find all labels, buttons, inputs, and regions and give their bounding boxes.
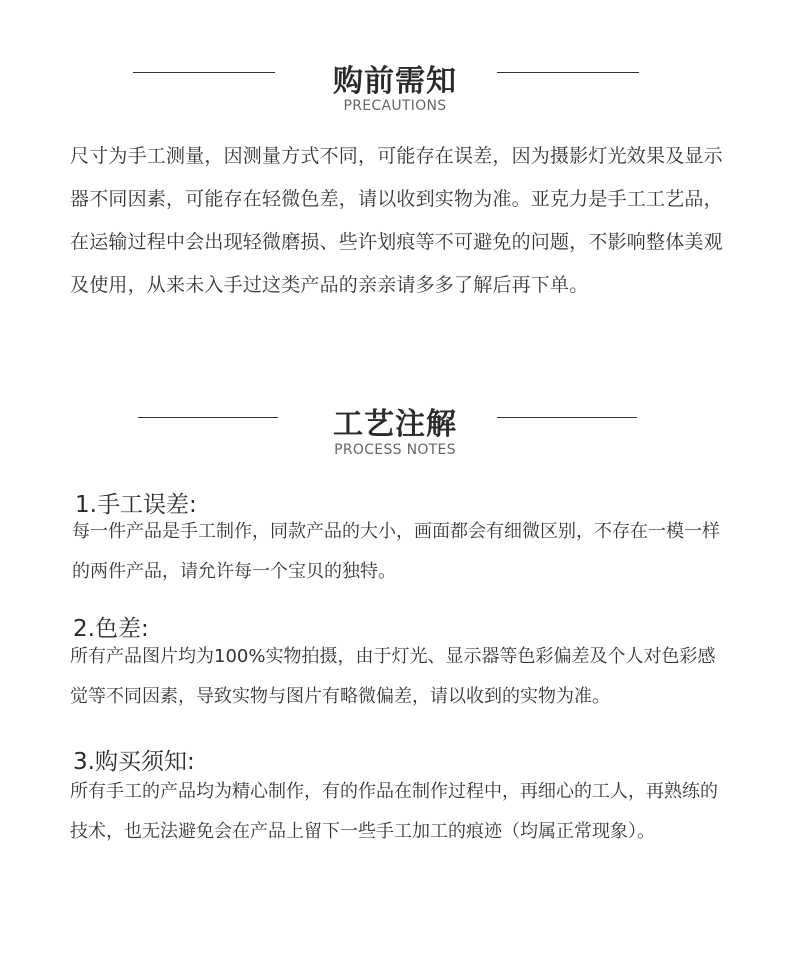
note-heading: 2.色差: xyxy=(73,616,149,642)
note-heading: 1.手工误差: xyxy=(75,492,197,518)
note-body: 每一件产品是手工制作，同款产品的大小，画面都会有细微区别，不存在一模一样的两件产品，请允许每一个宝贝的独特。 xyxy=(72,521,720,582)
note-body: 所有产品图片均为100%实物拍摄，由于灯光、显示器等色彩偏差及个人对色彩感觉等不同因素，导致实物与图片有略微偏差，请以收到的实物为准。 xyxy=(70,646,716,707)
precautions-paragraph: 尺寸为手工测量，因测量方式不同，可能存在误差，因为摄影灯光效果及显示器不同因素，可能存在轻微色差，请以收到实物为准。亚克力是手工工艺品，在运输过程中会出现轻微磨损、些许划痕等不可避免的问题，不影响整体美观及使用，从来未入手过这类产品的亲亲请多多了解后再下单。 xyxy=(70,145,723,296)
section-subtitle: PRECAUTIONS xyxy=(343,98,447,114)
note-heading: 3.购买须知: xyxy=(73,749,195,775)
section-title: 工艺注解 xyxy=(333,407,457,442)
section-title: 购前需知 xyxy=(333,64,457,99)
section-subtitle: PROCESS NOTES xyxy=(334,442,456,458)
note-body: 所有手工的产品均为精心制作，有的作品在制作过程中，再细心的工人，再熟练的技术，也无法避免会在产品上留下一些手工加工的痕迹（均属正常现象）。 xyxy=(70,781,718,842)
